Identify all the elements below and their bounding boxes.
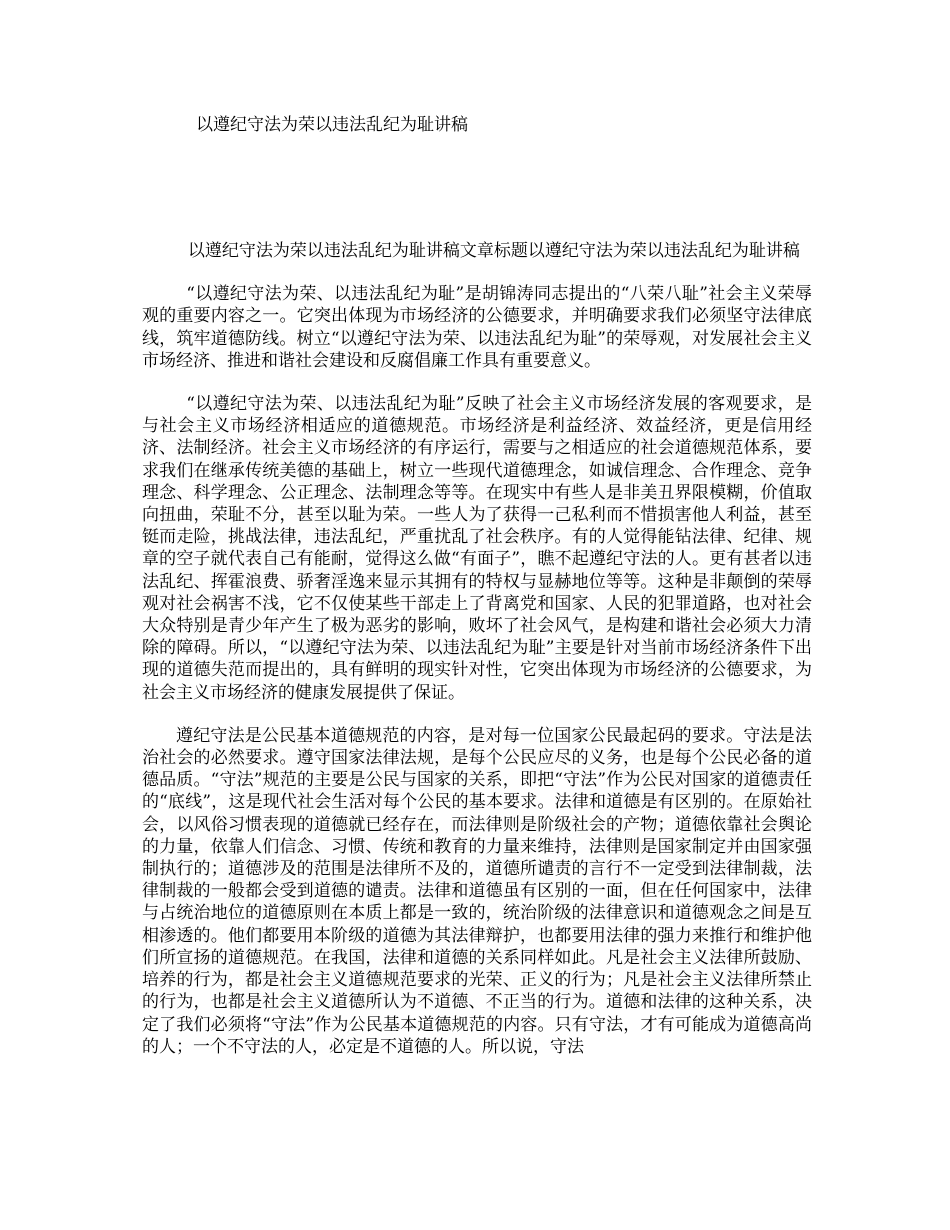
paragraph-market-economy: “以遵纪守法为荣、以违法乱纪为耻”反映了社会主义市场经济发展的客观要求，是与社会主义市场经济相适应的道德规范。市场经济是利益经济、效益经济，更是信用经济、法制经济。社会主义市场经济的有序运行，需要与之相适应的社会道德规范体系，要求我们在继承传统美德的基础上，树立一些现代道德理念，如诚信理念、合作理念、竞争理念、科学理念、公正理念、法制理念等等。在现实中有些人是非美丑界限模糊，价值取向扭曲，荣耻不分，甚至以耻为荣。一些人为了获得一己私利而不惜损害他人利益，甚至铤而走险，挑战法律，违法乱纪，严重扰乱了社会秩序。有的人觉得能钻法律、纪律、规章的空子就代表自己有能耐，觉得这么做“有面子”，瞧不起遵纪守法的人。更有甚者以违法乱纪、挥霍浪费、骄奢淫逸来显示其拥有的特权与显赫地位等等。这种是非颠倒的荣辱观对社会祸害不浅，它不仅使某些干部走上了背离党和国家、人民的犯罪道路，也对社会大众特别是青少年产生了极为恶劣的影响，败坏了社会风气，是构建和谐社会必须大力清除的障碍。所以，“以遵纪守法为荣、以违法乱纪为耻”主要是针对当前市场经济条件下出现的道德失范而提出的，具有鲜明的现实针对性，它突出体现为市场经济的公德要求，为社会主义市场经济的健康发展提供了保证。 xyxy=(142,394,812,703)
document-title: 以遵纪守法为荣以违法乱纪为耻讲稿 xyxy=(196,115,468,135)
paragraph-title-repeat: 以遵纪守法为荣以违法乱纪为耻讲稿文章标题以遵纪守法为荣以违法乱纪为耻讲稿 xyxy=(187,241,800,261)
paragraph-law-and-morality: 遵纪守法是公民基本道德规范的内容，是对每一位国家公民最起码的要求。守法是法治社会的必然要求。遵守国家法律法规，是每个公民应尽的义务，也是每个公民必备的道德品质。“守法”规范的主要是公民与国家的关系，即把“守法”作为公民对国家的道德责任的“底线”，这是现代社会生活对每个公民的基本要求。法律和道德是有区别的。在原始社会，以风俗习惯表现的道德就已经存在，而法律则是阶级社会的产物；道德依靠社会舆论的力量，依靠人们信念、习惯、传统和教育的力量来维持，法律则是国家制定并由国家强制执行的；道德涉及的范围是法律所不及的，道德所谴责的言行不一定受到法律制裁，法律制裁的一般都会受到道德的谴责。法律和道德虽有区别的一面，但在任何国家中，法律与占统治地位的道德原则在本质上都是一致的，统治阶级的法律意识和道德观念之间是互相渗透的。他们都要用本阶级的道德为其法律辩护，也都要用法律的强力来推行和维护他们所宣扬的道德规范。在我国，法律和道德的关系同样如此。凡是社会主义法律所鼓励、培养的行为，都是社会主义道德规范要求的光荣、正义的行为；凡是社会主义法律所禁止的行为，也都是社会主义道德所认为不道德、不正当的行为。道德和法律的这种关系，决定了我们必须将“守法”作为公民基本道德规范的内容。只有守法，才有可能成为道德高尚的人；一个不守法的人，必定是不道德的人。所以说，守法 xyxy=(142,725,812,1057)
paragraph-intro: “以遵纪守法为荣、以违法乱纪为耻”是胡锦涛同志提出的“八荣八耻”社会主义荣辱观的重要内容之一。它突出体现为市场经济的公德要求，并明确要求我们必须坚守法律底线，筑牢道德防线。树立“以遵纪守法为荣、以违法乱纪为耻”的荣辱观，对发展社会主义市场经济、推进和谐社会建设和反腐倡廉工作具有重要意义。 xyxy=(142,284,812,371)
document-body xyxy=(142,240,812,1079)
